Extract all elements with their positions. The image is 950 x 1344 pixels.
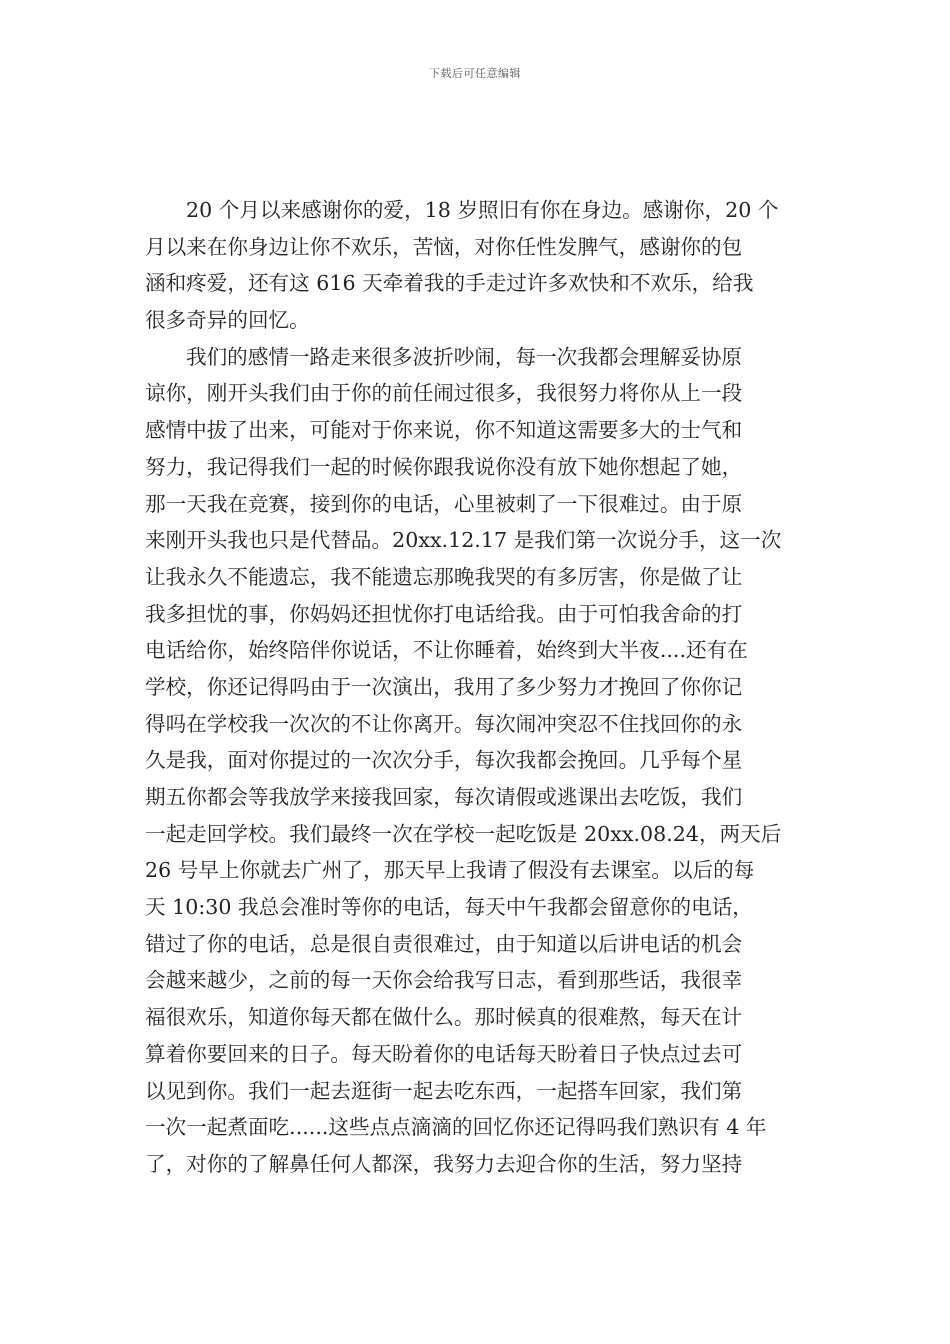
text-line: 学校，你还记得吗由于一次演出，我用了多少努力才挽回了你你记 [145, 674, 743, 699]
text-line: 久是我，面对你提过的一次次分手，每次我都会挽回。几乎每个星 [145, 748, 743, 773]
text-line: 了，对你的了解鼻任何人都深，我努力去迎合你的生活，努力坚持 [145, 1151, 743, 1176]
text-line: 我多担忧的事，你妈妈还担忧你打电话给我。由于可怕我舍命的打 [145, 601, 743, 626]
text-line: 我们的感情一路走来很多波折吵闹，每一次我都会理解妥协原 [186, 344, 743, 369]
page-header: 下载后可任意编辑 [429, 67, 521, 80]
text-line: 感情中拔了出来，可能对于你来说，你不知道这需要多大的士气和 [145, 418, 743, 443]
text-line: 福很欢乐，知道你每天都在做什么。那时候真的很难熬，每天在计 [145, 1005, 743, 1030]
text-line: 月以来在你身边让你不欢乐，苦恼，对你任性发脾气，感谢你的包 [145, 234, 743, 259]
text-line: 来刚开头我也只是代替品。20xx.12.17 是我们第一次说分手，这一次 [145, 528, 782, 553]
text-line: 天 10:30 我总会准时等你的电话，每天中午我都会留意你的电话， [145, 895, 753, 920]
text-line: 会越来越少，之前的每一天你会给我写日志，看到那些话，我很幸 [145, 968, 743, 993]
text-line: 那一天我在竞赛，接到你的电话，心里被刺了一下很难过。由于原 [145, 491, 743, 516]
text-line: 很多奇异的回忆。 [145, 308, 310, 333]
text-line: 一次一起煮面吃......这些点点滴滴的回忆你还记得吗我们熟识有 4 年 [145, 1115, 767, 1140]
text-line: 算着你要回来的日子。每天盼着你的电话每天盼着日子快点过去可 [145, 1041, 743, 1066]
text-line: 26 号早上你就去广州了，那天早上我请了假没有去课室。以后的每 [145, 858, 755, 883]
text-line: 期五你都会等我放学来接我回家，每次请假或逃课出去吃饭，我们 [145, 785, 743, 809]
paragraph-container [145, 192, 805, 1183]
text-line: 错过了你的电话，总是很自责很难过，由于知道以后讲电话的机会 [145, 931, 743, 956]
text-line: 涵和疼爱，还有这 616 天牵着我的手走过许多欢快和不欢乐，给我 [145, 271, 754, 296]
text-line: 让我永久不能遗忘，我不能遗忘那晚我哭的有多厉害，你是做了让 [145, 564, 743, 589]
text-line: 以见到你。我们一起去逛街一起去吃东西，一起搭车回家，我们第 [145, 1078, 743, 1103]
text-line: 20 个月以来感谢你的爱，18 岁照旧有你在身边。感谢你，20 个 [186, 198, 779, 222]
text-line: 努力，我记得我们一起的时候你跟我说你没有放下她你想起了她， [145, 454, 743, 479]
paragraph [145, 192, 805, 339]
text-line: 电话给你，始终陪伴你说话，不让你睡着，始终到大半夜....还有在 [145, 638, 748, 663]
text-line: 谅你，刚开头我们由于你的前任闹过很多，我很努力将你从上一段 [145, 381, 743, 406]
text-line: 得吗在学校我一次次的不让你离开。每次闹冲突忍不住找回你的永 [145, 711, 743, 736]
text-line: 一起走回学校。我们最终一次在学校一起吃饭是 20xx.08.24，两天后 [145, 821, 782, 846]
document-body [145, 192, 805, 1183]
paragraph [145, 339, 805, 1183]
